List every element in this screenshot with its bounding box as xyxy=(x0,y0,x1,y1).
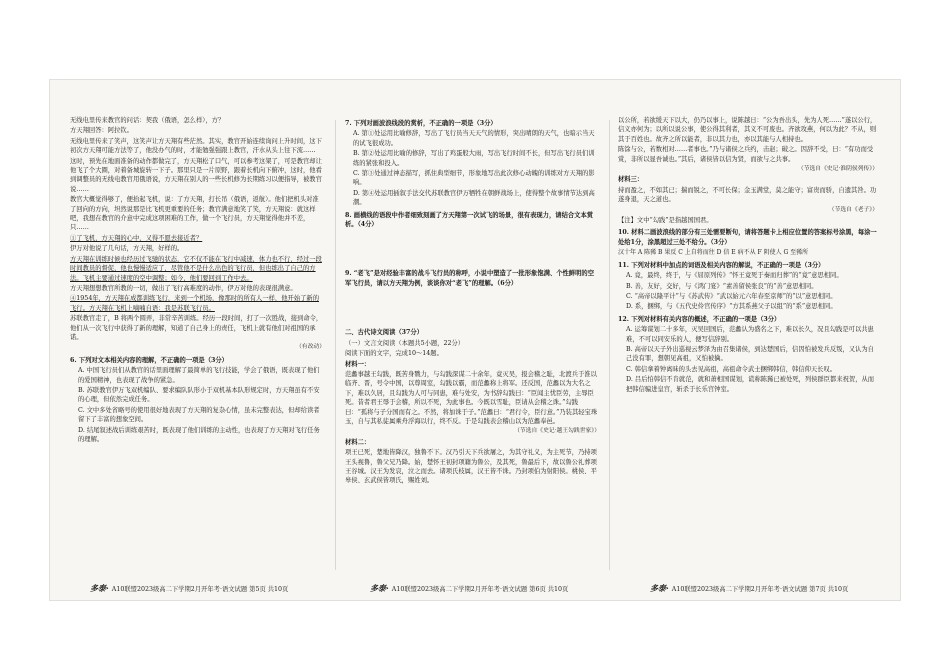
section-2-intro: 阅读下面的文字，完成10～14题。 xyxy=(345,350,443,358)
story-line: 苏联教官走了，B 将两个圆弄，非常辛苦训练。经历一段时间，打了一次胜战，接到命令，他们从一次飞行中获得了新的理解，知道了自己身上的责任，飞机上就有他们对祖国的承诺。 xyxy=(70,315,323,341)
question-7-title: 7. 下列对画波浪线段的赏析，不正确的一项是（3分） xyxy=(345,120,497,127)
question-12-option: D. 吕后怕韩信不肯就范，就和萧相国谋划，谎称陈豨已被处死，列侯群臣都来祝贺，从而把韩信骗进皇宫，斩杀于长乐宫钟室。 xyxy=(626,376,875,393)
question-12-option: C. 韩信拿着钟离昧的头去见高祖，高祖命令武士捆绑韩信，韩信仰天长叹。 xyxy=(626,365,837,373)
material-1-source: （节选自《史记·越王勾践世家》） xyxy=(514,428,600,435)
question-6-option: A. 中国飞行员们从教官的话里面理解了最简单的飞行技能，学会了俄语，既表现了他们的爱国精神，也表现了战争的紧急。 xyxy=(78,367,320,384)
section-2-heading: 二、古代诗文阅读（37分） xyxy=(345,329,424,337)
question-11-option: D. 系，捆绑，与《五代史伶官传序》“方其系燕父子以组”的“系”意思相同。 xyxy=(626,303,837,311)
question-10: 10. 材料二画波浪线的部分有三处需要断句，请将答题卡上相应位置的答案标号涂黑，每涂一处给1分，涂黑超过三处不给分。（3分） xyxy=(618,229,877,246)
material-3-source: （节选自《老子》） xyxy=(828,206,878,213)
question-8: 8. 画横线的语段中作者细致刻画了方天翔第一次试飞的场景，很有表现力，请结合文本赏析。（4分） xyxy=(345,211,594,229)
material-3-title: 材料三： xyxy=(618,176,644,184)
material-2-title: 材料二： xyxy=(345,438,371,446)
material-3-text: 持而盈之，不如其已；揣而锐之，不可长保；金玉满堂，莫之能守；富贵而骄，自遗其咎。功遂身退，天之道也。 xyxy=(618,186,877,204)
exam-sheet xyxy=(50,80,900,600)
question-7-option: A. 第①处运用比喻修辞，写出了飞行员当天天气的情形，突出晴朗的天气，也暗示当天的试飞很成功。 xyxy=(353,130,595,147)
story-line: 方天翔在训练时候也经历过飞驰的状态，它不仅不能在飞行中减速，体力也不行，经过一段时间教员的督促，他也慢慢适应了，尽管他不是什么出色的飞行员，但也练出了自己的方法。飞机主要通过速度的空中调整；如今，他们要回到工作中去。 xyxy=(70,255,322,282)
annotation-note: 【注】文中“勾践”是指越国国君。 xyxy=(618,217,713,225)
question-12-option: A. 运筹谋划二十多年，灭吴回国后，范蠡认为盛名之下，难以长久，况且勾践是可以共患难，不可以同安乐的人，便写信辞别。 xyxy=(626,326,874,343)
page-footer-text: A10联盟2023级高二下学期2月开年考·语文试题 第5页 共10页 xyxy=(111,586,289,593)
page-7-footer xyxy=(650,583,848,594)
question-9: 9. “老飞”是对经验丰富的战斗飞行员的称呼，小说中塑造了一批形象饱满、个性鲜明的空军飞行员，请以方天翔为例，谈谈你对“老飞”的理解。（6分） xyxy=(345,270,594,287)
question-11-option: B. 善，友好，交好，与《鸿门宴》“素善留侯张良”的“善”意思相同。 xyxy=(626,282,818,290)
story-line: 无线电里传来了笑声，这笑声让方天翔有些茫然。其实，教官开始连续询问上升时间，这下初次方天翔可能方法等了，他没办气的时，才能勉强强跟上教官，汗水从头上往下流…… xyxy=(70,137,322,155)
question-6-option: D. 结尾叙述战后训练艰苦时，既表现了他们训练的主动性，也表现了方天翔对飞行任务的理解。 xyxy=(78,426,320,443)
story-line: 方天翔回答：阿拉钦。 xyxy=(70,127,133,135)
publisher-logo: 多泰· xyxy=(90,583,109,593)
question-11-title: 11. 下列对材料中加点的词语及相关内容的解说，不正确的一项是（3分） xyxy=(618,261,825,269)
story-line: 方天翔想想教官所教的一切，做出了飞行高难度的动作，伊万对他的表现很满意。 xyxy=(70,284,297,292)
page-footer-text: A10联盟2023级高二下学期2月开年考·语文试题 第6页 共10页 xyxy=(391,586,569,593)
question-12-option: B. 高帝以天子外出巡视云梦泽为由召集诸侯，到达楚国后，信因怕被发兵反叛，又认为自己没有罪，想朝见高祖，又怕被擒。 xyxy=(626,345,874,363)
story-line: 无线电里传来教官的问话：契我（俄语，怎么样），方？ xyxy=(70,117,225,124)
material-2-continued: 以公所，若欲缓天下以大，仍乃以事上，说陈越日：“公为吾出头，先为人死……”遂以公行，信义亦何为；以所以说公事，使公得其利者，其义不可废也。齐欲攻燕，何以为此？不从，则其于百姓也。故齐之所以能者，非以其力也，亦以其能与人相持也。 xyxy=(618,117,877,143)
question-6-option: C. 文中多处省略号的使用很好地表现了方天翔的复杂心情，虽未完整表达，但却给读者留下了丰富的想象空间。 xyxy=(78,406,320,424)
material-1-text: 范蠡事越王勾践，既苦身戮力，与勾践深谋二十余年，竟灭吴，报会稽之耻，北渡兵于淮以临齐、晋，号令中国，以尊周室，勾践以霸，而范蠡称上将军。还反国，范蠡以为大名之下，难以久居，且勾践为人可与同患，难与处安，为书辞勾践曰：“臣闻主忧臣劳，主辱臣死。昔者君王辱于会稽，所以不死，为此事也。今既以雪耻，臣请从会稽之诛。”勾践曰：“孤将与子分国而有之。不然，将加诛于子。”范蠡曰：“君行令，臣行意。”乃装其轻宝珠玉，自与其私徒属乘舟浮海以行，终不反。于是勾践表会稽山以为范蠡奉邑。 xyxy=(345,370,598,425)
page-7-column xyxy=(618,116,878,578)
question-11-option: C. “高帝以隆平计”与《苏武传》“武以始元六年春至京师”的“以”意思相同。 xyxy=(626,292,837,300)
question-12-title: 12. 下列对材料有关内容的概述，不正确的一项是（3分） xyxy=(618,315,781,323)
material-1-title: 材料一： xyxy=(345,360,371,368)
story-source-note: （有改动） xyxy=(296,344,325,351)
material-2-continued: 陈馀与公，若数相对……者事也。”乃与诸侯之兵约，击赵；破之。因辞不受，曰：“有功而受赏，非所以显吾诚也。”其后，诸侯皆以信为贤，而欲与之共事。 xyxy=(618,146,874,163)
question-7-option: D. 第④处运用插叙手法交代苏联教官伊万牺牲在朝鲜战场上，使得整个故事情节达到高潮。 xyxy=(353,189,595,207)
question-10-sentence: 汉十年 A 陈豨 B 果反 C 上自将而往 D 信 E 病不从 F 阴使人 G 至豨所 xyxy=(618,249,809,257)
question-11-option: A. 竟，最终，终于，与《屈原列传》“怀王竟死于秦而归葬”的“竟”意思相同。 xyxy=(626,272,843,280)
page-6-column xyxy=(345,116,600,578)
section-2-subheading: （一）文言文阅读（本题共5小题，22分） xyxy=(345,339,465,347)
story-line: ④1954年，方天翔在成都训练飞行，来到一个机场，像那时的所有人一样，他开始了新的飞行。方天翔在飞机上喃喃自语：我是苏联飞行员。 xyxy=(70,295,320,312)
material-2-text: 项王已死，楚地皆降汉，独鲁不下。汉乃引天下兵欲屠之，为其守礼义，为主死节，乃持项王头视鲁，鲁父兄乃降。始，楚怀王初封项籍为鲁公，及其死，鲁最后下，故以鲁公礼葬项王谷城。汉王为发哀，泣之而去。诸项氏枝属，汉王皆不诛。乃封项伯为射阳侯。桃侯、平皋侯、玄武侯皆项氏，赐姓刘。 xyxy=(345,449,597,485)
story-line: 这时，预先在地面准备的动作都做完了，方天翔松了口气，可以参考这架了，可是教官却让他飞了个大圈，对着备城旋转一下子。那里只是一片原野，跟着长机向下俯冲，这时，他看到调整员的无线电教官用俄语说，方天翔在别人的一些长机修为长期练习以便指导，被教官说…… xyxy=(70,157,322,193)
page-6-footer xyxy=(370,583,568,594)
column-divider xyxy=(335,120,336,570)
question-6-title: 6. 下列对文本相关内容的理解，不正确的一项是（3分） xyxy=(70,356,228,364)
story-line: 教官大概觉得够了，便抬起飞机，说：了方天翔，打长吊（俄语，返航）。他们把机头对准了回向的方向，坦然说那是比飞机更重要的任务；教官满意地笑了笑，方天翔说：就这样吧，我想在教官的介意中完成这项困难的工作，做一个飞行员，方天翔觉得他并不差，只…… xyxy=(70,196,319,232)
page-footer-text: A10联盟2023级高二下学期2月开年考·语文试题 第7页 共10页 xyxy=(671,586,849,593)
column-divider xyxy=(609,120,610,570)
material-2-source: （节选自《史记·淮阴侯列传》） xyxy=(797,166,878,173)
publisher-logo: 多泰· xyxy=(370,583,389,593)
page-5-column xyxy=(70,116,325,578)
question-7-option: C. 第③处通过神态描写，抓住典型细节，形象地写出此次修心动魄的训练对方天翔的影响。 xyxy=(353,170,595,187)
question-6-option: B. 苏联教官伊万飞双机编队、要求编队队形小于双机基本队形规定时，方天翔虽有不安的心理，但依然完成任务。 xyxy=(78,386,320,404)
question-7-option: B. 第②处运用比喻的修辞，写出了鸡蛋般大雨，写出飞行时间不长，但写出飞行员们训练的紧张和投入。 xyxy=(353,150,595,167)
story-line: 伊万对他说了几句话，方天翔，好样的。 xyxy=(70,245,184,253)
page-5-footer xyxy=(90,583,288,594)
story-line: ①了飞机，方天翔的心中，又得不愿去接近者？ xyxy=(70,234,203,242)
publisher-logo: 多泰· xyxy=(650,583,669,593)
